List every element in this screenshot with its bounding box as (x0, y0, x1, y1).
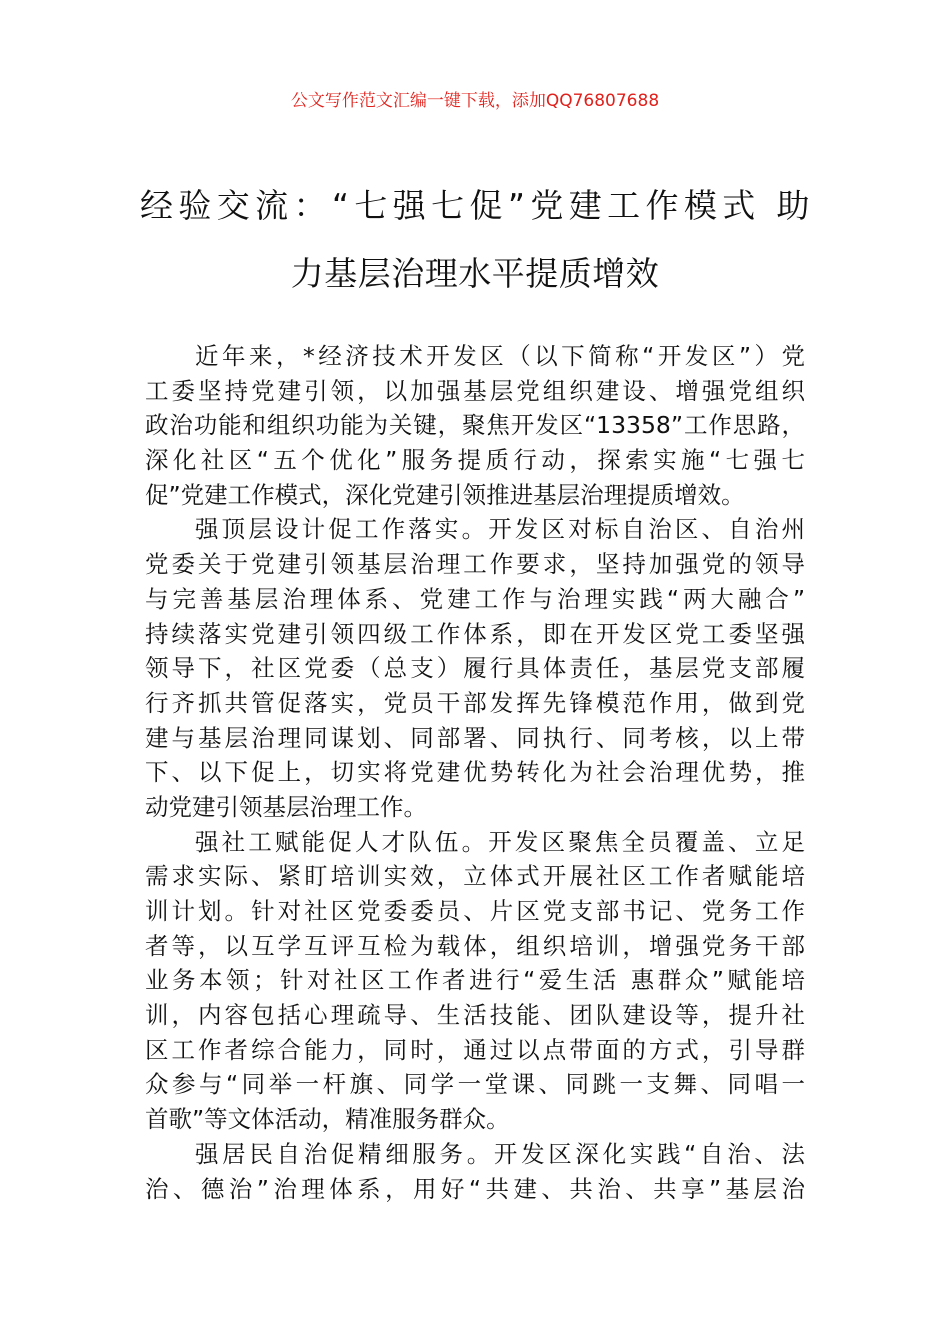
paragraph-line: 需求实际、紧盯培训实效，立体式开展社区工作者赋能培 (145, 862, 805, 891)
document-title-line-2: 力基层治理水平提质增效 (290, 254, 660, 293)
paragraph-line: 强顶层设计促工作落实。开发区对标自治区、自治州 (195, 515, 805, 544)
paragraph-line: 领导下，社区党委（总支）履行具体责任，基层党支部履 (145, 654, 805, 683)
paragraph-line: 党委关于党建引领基层治理工作要求，坚持加强党的领导 (145, 550, 805, 579)
paragraph-line: 区工作者综合能力，同时，通过以点带面的方式，引导群 (145, 1035, 805, 1064)
paragraph-line: 促”党建工作模式，深化党建引领推进基层治理提质增效。 (145, 480, 745, 509)
paragraph-line: 者等，以互学互评互检为载体，组织培训，增强党务干部 (145, 931, 805, 960)
paragraph-line: 政治功能和组织功能为关键，聚焦开发区“13358”工作思路， (145, 411, 805, 440)
document-body (145, 339, 805, 1206)
paragraph-line: 治、德治”治理体系，用好“共建、共治、共享”基层治 (145, 1174, 805, 1203)
paragraph-line: 训，内容包括心理疏导、生活技能、团队建设等，提升社 (145, 1001, 805, 1030)
paragraph-line: 持续落实党建引领四级工作体系，即在开发区党工委坚强 (145, 619, 805, 648)
paragraph-line: 动党建引领基层治理工作。 (145, 792, 427, 821)
paragraph-line: 工委坚持党建引领，以加强基层党组织建设、增强党组织 (145, 376, 805, 405)
paragraph-line: 建与基层治理同谋划、同部署、同执行、同考核，以上带 (145, 723, 805, 752)
paragraph-line: 行齐抓共管促落实，党员干部发挥先锋模范作用，做到党 (145, 688, 805, 717)
paragraph-line: 深化社区“五个优化”服务提质行动，探索实施“七强七 (145, 446, 805, 475)
watermark-header: 公文写作范文汇编一键下载，添加QQ76807688 (290, 91, 660, 111)
paragraph (145, 339, 805, 512)
paragraph-line: 下、以下促上，切实将党建优势转化为社会治理优势，推 (145, 758, 805, 787)
paragraph-line: 训计划。针对社区党委委员、片区党支部书记、党务工作 (145, 897, 805, 925)
paragraph (145, 512, 805, 824)
paragraph (145, 825, 805, 1137)
paragraph (145, 1137, 805, 1206)
paragraph-line: 与完善基层治理体系、党建工作与治理实践“两大融合” (145, 584, 805, 613)
paragraph-line: 业务本领；针对社区工作者进行“爱生活 惠群众”赋能培 (145, 966, 805, 995)
document-title-line-1: 经验交流：“七强七促”党建工作模式 助 (140, 186, 810, 225)
paragraph-line: 众参与“同举一杆旗、同学一堂课、同跳一支舞、同唱一 (145, 1070, 805, 1099)
paragraph-line: 首歌”等文体活动，精准服务群众。 (145, 1105, 510, 1134)
paragraph-line: 强社工赋能促人才队伍。开发区聚焦全员覆盖、立足 (195, 827, 805, 856)
paragraph-line: 强居民自治促精细服务。开发区深化实践“自治、法 (195, 1139, 805, 1168)
paragraph-line: 近年来，*经济技术开发区（以下简称“开发区”）党 (195, 342, 805, 370)
